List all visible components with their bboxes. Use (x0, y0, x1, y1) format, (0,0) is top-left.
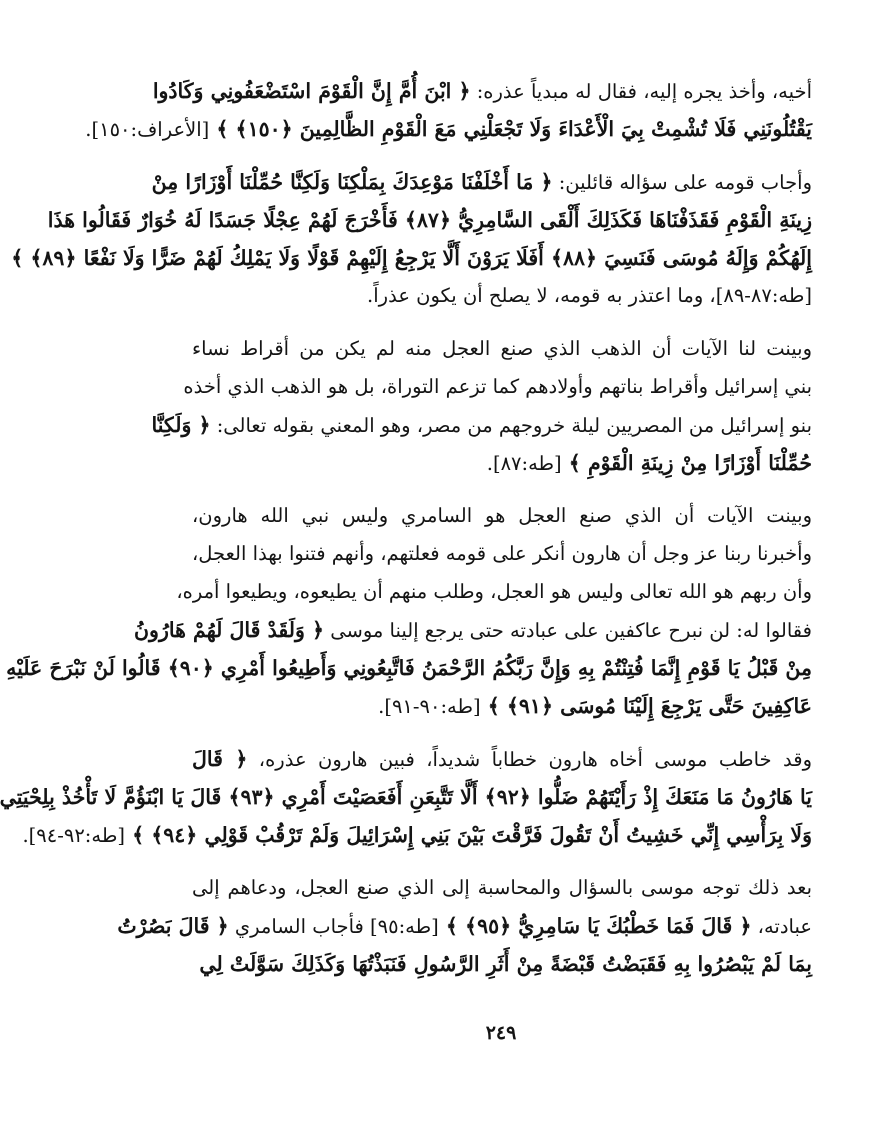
text-line (192, 945, 812, 983)
text-line (6, 649, 812, 687)
prose-text: أخيه، وأخذ يجره إليه، فقال له مبدياً عذره: (470, 80, 812, 103)
text-line (192, 535, 812, 573)
quran-verse: ﴿ ابْنَ أُمَّ إِنَّ الْقَوْمَ اسْتَضْعَفُونِي وَكَادُوا (152, 79, 471, 103)
quran-verse: عَاكِفِينَ حَتَّى يَرْجِعَ إِلَيْنَا مُوسَى ﴿٩١﴾ ﴾ (480, 694, 812, 718)
text-line (192, 869, 812, 907)
text-line (192, 277, 812, 315)
prose-text: بعد ذلك توجه موسى بالسؤال والمحاسبة إلى الذي صنع العجل، ودعاهم إلى (192, 876, 812, 899)
quran-verse: مِنْ قَبْلُ يَا قَوْمِ إِنَّمَا فُتِنْتُمْ بِهِ وَإِنَّ رَبَّكُمُ الرَّحْمَنُ فَاتَّبِعُونِي وَأَطِيعُوا أَمْرِي ﴿٩٠﴾ قَالُوا لَنْ نَبْرَحَ عَلَيْهِ (6, 656, 812, 680)
text-line (0, 778, 812, 816)
text-line (192, 687, 812, 725)
prose-text: [طه:٨٧]. (486, 452, 562, 475)
quran-verse: حُمِّلْنَا أَوْزَارًا مِنْ زِينَةِ الْقَوْمِ ﴾ (561, 451, 812, 475)
body-text (0, 72, 812, 983)
prose-text: وأن ربهم هو الله تعالى وليس هو العجل، وطلب منهم أن يطيعوه، ويطيعوا أمره، (176, 580, 812, 603)
quran-verse: ﴿ قَالَ فَمَا خَطْبُكَ يَا سَامِرِيُّ ﴿٩٥﴾ ﴾ (438, 914, 752, 938)
prose-text: وبينت الآيات أن الذي صنع العجل هو السامري وليس نبي الله هارون، (192, 504, 812, 527)
page-number: ٢٤٩ (485, 1022, 517, 1044)
quran-verse: يَقْتُلُونَنِي فَلَا تُشْمِتْ بِيَ الْأَعْدَاءَ وَلَا تَجْعَلْنِي مَعَ الْقَوْمِ الظَّالِمِينَ ﴿١٥٠﴾ ﴾ (209, 117, 812, 141)
paragraph (117, 869, 812, 983)
text-line (117, 907, 812, 945)
prose-text: بنو إسرائيل من المصريين ليلة خروجهم من مصر، وهو المعني بقوله تعالى: (210, 414, 812, 437)
quran-verse: زِينَةِ الْقَوْمِ فَقَذَفْنَاهَا فَكَذَلِكَ أَلْقَى السَّامِرِيُّ ﴿٨٧﴾ فَأَخْرَجَ لَهُمْ عِجْلًا جَسَدًا لَهُ خُوَارٌ فَقَالُوا هَذَا (47, 208, 812, 232)
paragraph (85, 72, 812, 148)
paragraph (6, 497, 812, 725)
quran-verse: ﴿ وَلَكِنَّا (151, 413, 211, 437)
prose-text: بني إسرائيل وأقراط بناتهم وأولادهم كما تزعم التوراة، بل هو الذهب الذي أخذه (183, 375, 812, 398)
text-line (151, 406, 812, 444)
prose-text: [الأعراف:١٥٠]. (85, 118, 210, 141)
prose-text: وبينت لنا الآيات أن الذهب الذي صنع العجل منه لم يكن من أقراط نساء (192, 337, 812, 360)
text-line (22, 816, 812, 854)
quran-verse: وَلَا بِرَأْسِي إِنِّي خَشِيتُ أَنْ تَقُولَ فَرَّقْتَ بَيْنَ بَنِي إِسْرَائِيلَ وَلَمْ تَرْقُبْ قَوْلِي ﴿٩٤﴾ ﴾ (124, 823, 812, 847)
quran-verse: ﴿ وَلَقَدْ قَالَ لَهُمْ هَارُونُ (134, 618, 325, 642)
paragraph (11, 163, 812, 315)
quran-verse: بِمَا لَمْ يَبْصُرُوا بِهِ فَقَبَضْتُ قَبْضَةً مِنْ أَثَرِ الرَّسُولِ فَنَبَذْتُهَا وَكَذَلِكَ سَوَّلَتْ لِي (199, 952, 812, 976)
prose-text: فقالوا له: لن نبرح عاكفين على عبادته حتى يرجع إلينا موسى (324, 619, 812, 642)
text-line (151, 163, 812, 201)
quran-verse: ﴿ قَالَ بَصُرْتُ (117, 914, 229, 938)
paragraph (0, 740, 812, 854)
text-line (183, 368, 812, 406)
text-line (176, 573, 812, 611)
prose-text: [طه:٩٢-٩٤]. (22, 824, 125, 847)
text-line (134, 611, 812, 649)
quran-verse: يَا هَارُونُ مَا مَنَعَكَ إِذْ رَأَيْتَهُمْ ضَلُّوا ﴿٩٢﴾ أَلَّا تَتَّبِعَنِ أَفَعَصَيْتَ أَمْرِي ﴿٩٣﴾ قَالَ يَا ابْنَؤُمَّ لَا تَأْخُذْ بِلِحْيَتِي (0, 785, 812, 809)
prose-text: عبادته، (751, 915, 812, 938)
prose-text: [طه:٨٧-٨٩]، وما اعتذر به قومه، لا يصلح أن يكون عذراً. (367, 284, 812, 307)
text-line (11, 239, 812, 277)
text-line (192, 497, 812, 535)
prose-text: [طه:٩٥] فأجاب السامري (228, 915, 439, 938)
quran-verse: ﴿ قَالَ (192, 747, 248, 771)
prose-text: [طه:٩٠-٩١]. (378, 695, 481, 718)
quran-verse: ﴿ مَا أَخْلَفْنَا مَوْعِدَكَ بِمَلْكِنَا وَلَكِنَّا حُمِّلْنَا أَوْزَارًا مِنْ (151, 170, 553, 194)
text-line (85, 110, 812, 148)
prose-text: وأخبرنا ربنا عز وجل أن هارون أنكر على قومه فعلتهم، وأنهم فتنوا بهذا العجل، (192, 542, 812, 565)
text-line (47, 201, 812, 239)
quran-verse: إِلَهُكُمْ وَإِلَهُ مُوسَى فَنَسِيَ ﴿٨٨﴾ أَفَلَا يَرَوْنَ أَلَّا يَرْجِعُ إِلَيْهِمْ قَوْلًا وَلَا يَمْلِكُ لَهُمْ ضَرًّا وَلَا نَفْعًا ﴿٨٩﴾ ﴾ (11, 246, 812, 270)
text-line (192, 740, 812, 778)
text-line (192, 330, 812, 368)
text-line (192, 444, 812, 482)
paragraph (151, 330, 812, 482)
text-line (152, 72, 812, 110)
prose-text: وقد خاطب موسى أخاه هارون خطاباً شديداً، فبين هارون عذره، (247, 748, 812, 771)
prose-text: وأجاب قومه على سؤاله قائلين: (552, 171, 812, 194)
